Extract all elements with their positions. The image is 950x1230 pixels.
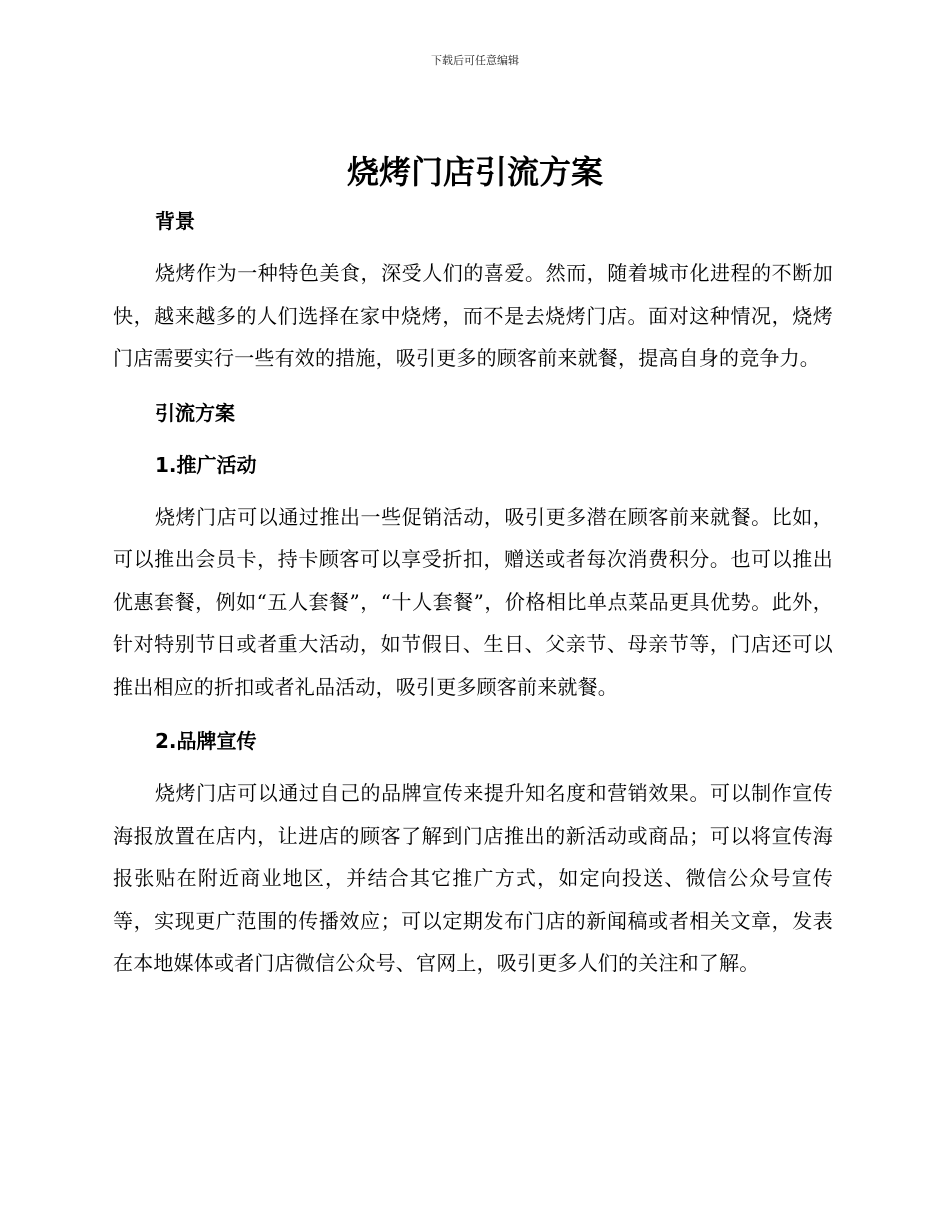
section-heading-branding: 2.品牌宣传 [155,729,257,753]
paragraph-background: 烧烤作为一种特色美食，深受人们的喜爱。然而，随着城市化进程的不断加快，越来越多的人们选择在家中烧烤，而不是去烧烤门店。面对这种情况，烧烤门店需要实行一些有效的措施，吸引更多的顾客前来就餐，提高自身的竞争力。 [113,261,833,370]
paragraph-promotion: 烧烤门店可以通过推出一些促销活动，吸引更多潜在顾客前来就餐。比如，可以推出会员卡，持卡顾客可以享受折扣，赠送或者每次消费积分。也可以推出优惠套餐，例如“五人套餐”，“十人套餐”，价格相比单点菜品更具优势。此外，针对特别节日或者重大活动，如节假日、生日、父亲节、母亲节等，门店还可以推出相应的折扣或者礼品活动，吸引更多顾客前来就餐。 [113,504,833,699]
section-heading-plan: 引流方案 [155,400,235,425]
document-title: 烧烤门店引流方案 [346,153,603,191]
page-header-note: 下载后可任意编辑 [431,54,519,67]
document-body [113,200,833,985]
section-heading-background: 背景 [155,209,195,233]
section-heading-promotion: 1.推广活动 [155,452,257,477]
paragraph-branding: 烧烤门店可以通过自己的品牌宣传来提升知名度和营销效果。可以制作宣传海报放置在店内，让进店的顾客了解到门店推出的新活动或商品；可以将宣传海报张贴在附近商业地区，并结合其它推广方式，如定向投送、微信公众号宣传等，实现更广范围的传播效应；可以定期发布门店的新闻稿或者相关文章，发表在本地媒体或者门店微信公众号、官网上，吸引更多人们的关注和了解。 [113,781,833,975]
